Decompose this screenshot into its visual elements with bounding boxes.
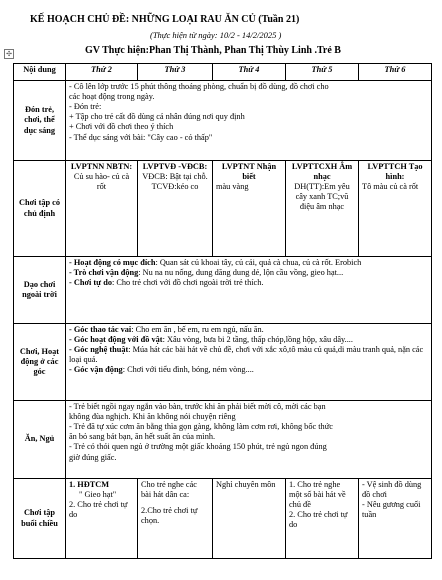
hoat-dong-goc-content (66, 324, 432, 401)
text-line: - Trẻ có thói quen ngủ ở trường một giấc khoảng 150 phút, trẻ ngủ ngon đúng (69, 442, 327, 452)
cell-title: LVPTNN NBTN: (70, 162, 133, 171)
section-label-don-tre: Đón trẻ, chơi, thể dục sáng (14, 81, 66, 161)
corner-label: - Góc thao tác vai (69, 325, 132, 334)
text-line: - Trẻ đã tự xúc cơm ăn bằng thìa gọn gàng, không làm cơm rơi, không bốc thức (69, 422, 333, 432)
corner-label: - Góc hoạt động với đồ vật (69, 335, 163, 345)
corner-text: : Múa hát các bài hát về chủ đề, chơi với xắc xô,tô màu củ quả,di màu tranh quả, nặn các loại quả. (69, 345, 424, 365)
choi-tap-day-3 (138, 161, 213, 257)
choi-tap-day-6 (359, 161, 432, 257)
cell-line: 2. Cho trẻ chơi tự do (69, 500, 128, 520)
plan-title: KẾ HOẠCH CHỦ ĐỀ: NHỮNG LOẠI RAU ĂN CỦ (Tuần 21) (30, 14, 300, 25)
choi-tap-day-2 (66, 161, 138, 257)
teacher-line: GV Thực hiện:Phan Thị Thành, Phan Thị Thùy Linh .Trẻ B (85, 45, 341, 56)
corner-text: : Cho em ăn , bế em, ru em ngủ, nấu ăn. (131, 325, 264, 334)
corner-text: : Chơi với tiểu đình, bóng, ném vòng.... (122, 365, 254, 375)
cell-line: 1. HĐTCM (69, 480, 110, 489)
section-label-hoat-dong-goc: Chơi, Hoạt động ở các góc (14, 324, 66, 401)
text-line: không đùa nghịch. Khi ăn không nói chuyện riêng (69, 412, 236, 422)
cell-body: Tô màu củ cà rốt (362, 182, 419, 192)
row-choi-tap-chieu (14, 479, 432, 559)
an-ngu-content (66, 401, 432, 479)
section-label-choi-tap-chieu: Chơi tập buổi chiều (14, 479, 66, 559)
chieu-day-2 (66, 479, 138, 559)
cell-line: Cho trẻ nghe các bài hát dân ca: (141, 480, 197, 500)
activity-text: : Cho trẻ chơi với đồ chơi ngoài trời trẻ thích. (112, 278, 264, 288)
header-day-2: Thứ 2 (66, 64, 138, 81)
cell-line: 2.Cho trẻ chơi tự chọn. (141, 506, 198, 526)
section-label-choi-tap: Chơi tập có chủ định (14, 161, 66, 257)
row-an-ngu (14, 401, 432, 479)
cell-line: - Vệ sinh đồ dùng đồ chơi (362, 480, 422, 500)
chieu-day-6 (359, 479, 432, 559)
section-label-dao-choi: Dạo chơi ngoài trời (14, 257, 66, 324)
row-hoat-dong-goc (14, 324, 432, 401)
cell-body: Củ su hào- củ cà rốt (73, 172, 130, 192)
don-tre-content (66, 81, 432, 161)
corner-text: : Xâu vòng, bưa bi 2 tầng, thấp chóp,lồng hộp, xâu dây.... (162, 335, 353, 345)
cell-line: 1. Cho trẻ nghe một số bài hát về chủ đề (289, 480, 346, 510)
text-line: - Cô lên lớp trước 15 phút thông thoáng phòng, chuẩn bị đồ dùng, đồ chơi cho (69, 82, 329, 91)
text-line: các hoạt động trong ngày. (69, 92, 155, 102)
corner-label: - Góc nghệ thuật (69, 345, 129, 355)
cell-body: màu vàng (216, 182, 249, 192)
choi-tap-day-5 (286, 161, 359, 257)
row-choi-tap (14, 161, 432, 257)
text-line: - Trẻ biết ngồi ngay ngắn vào bàn, trước khi ăn phải biết mời cô, mời các bạn (69, 402, 326, 411)
activity-label: - Chơi tự do (69, 278, 112, 288)
header-day-3: Thứ 3 (138, 64, 213, 81)
text-line: - Đón trẻ: (69, 102, 102, 112)
cell-title: LVPTTCXH Âm nhạc (291, 162, 353, 182)
cell-body: DH(TT):Em yêu cây xanh TC;vũ điệu âm nhạc (294, 182, 350, 212)
cell-line: - Nêu gương cuối tuần (362, 500, 421, 520)
cell-line: " Gieo hạt" (79, 490, 117, 500)
section-label-an-ngu: Ăn, Ngủ (14, 401, 66, 479)
weekly-plan-table (13, 63, 432, 559)
header-row (14, 64, 432, 81)
chieu-day-4 (213, 479, 286, 559)
corner-label: - Góc vận động (69, 365, 123, 375)
cell-title: LVPTVĐ -VĐCB: (142, 162, 208, 171)
header-content: Nội dung (14, 64, 66, 81)
dao-choi-content (66, 257, 432, 324)
cell-title: LVPTNT Nhận biết (221, 162, 277, 182)
row-dao-choi (14, 257, 432, 324)
chieu-day-3 (138, 479, 213, 559)
text-line: ăn bỏ sang bát bạn, ăn hết suất ăn của mình. (69, 432, 216, 442)
activity-label: - Trò chơi vận động (69, 268, 139, 278)
header-day-4: Thứ 4 (213, 64, 286, 81)
header-day-5: Thứ 5 (286, 64, 359, 81)
cell-line: 2. Cho trẻ chơi tự do (289, 510, 348, 530)
text-line: + Tập cho trẻ cất đồ dùng cá nhân đúng nơi quy định (69, 112, 245, 122)
text-line: - Thể dục sáng với bài: "Cây cao - cỏ thấp" (69, 132, 213, 142)
cell-title: LVPTTCH Tạo hình: (367, 162, 423, 182)
header-day-6: Thứ 6 (359, 64, 432, 81)
activity-text: : Nu na nu nống, dung dăng dung dẻ, lộn cầu vồng, gieo hạt... (138, 268, 344, 278)
plan-date-range: (Thực hiện từ ngày: 10/2 - 14/2/2025 ) (150, 30, 282, 40)
text-line: giờ đúng giấc. (69, 452, 117, 462)
text-line: + Chơi với đồ chơi theo ý thích (69, 122, 174, 132)
cell-line: Nghỉ chuyên môn (216, 480, 276, 489)
row-don-tre (14, 81, 432, 161)
activity-label: - Hoạt động có mục đích (69, 258, 156, 267)
cell-body: VĐCB: Bật tại chỗ. TCVĐ:kéo co (142, 172, 208, 192)
table-move-handle-icon[interactable]: ✣ (4, 49, 14, 59)
activity-text: : Quan sát củ khoai tây, củ cải, quả cà chua, củ cà rốt. Erobich (155, 258, 362, 267)
choi-tap-day-4 (213, 161, 286, 257)
chieu-day-5 (286, 479, 359, 559)
